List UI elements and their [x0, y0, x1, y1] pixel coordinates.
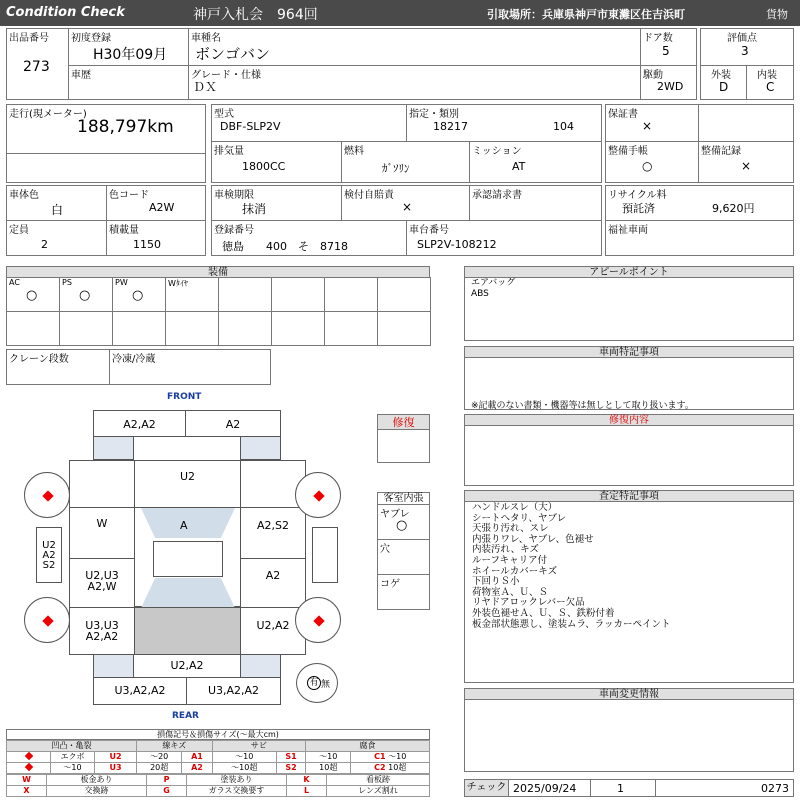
equipment-cell	[59, 277, 113, 312]
recycle-status: 預託済	[622, 202, 655, 215]
panel-hood: U2	[134, 460, 241, 508]
appeal-title: アピールポイント	[464, 266, 794, 278]
lot-value: 273	[23, 59, 50, 75]
equipment-mark: ○	[79, 288, 91, 303]
recycle-cell	[605, 185, 794, 221]
cabin-tear-cell	[377, 504, 430, 540]
load-label: 積載量	[109, 225, 139, 236]
check-label: チェック	[465, 780, 509, 796]
code: W	[7, 775, 47, 786]
cabin-title: 客室内張	[377, 492, 430, 505]
roof-value: A	[180, 519, 188, 532]
displacement-value: 1800CC	[242, 160, 286, 173]
maint-record-value: ×	[741, 159, 752, 173]
legend-table	[6, 740, 430, 774]
legend-cell: U3	[95, 763, 137, 774]
doors-cell	[640, 28, 697, 66]
category: 貨物	[766, 8, 788, 21]
designation-label: 指定・類別	[409, 109, 459, 120]
cabin-tear-label: ヤブレ	[380, 509, 410, 520]
note-line: ホイールカバーキズ	[472, 565, 558, 577]
approval-cell	[469, 185, 602, 221]
notes-lines	[472, 503, 671, 630]
equipment-label: Wﾀｲﾔ	[168, 279, 188, 288]
note-line: 内張りワレ、ヤブレ、色褪せ	[472, 533, 594, 545]
car-name-cell	[188, 28, 641, 66]
drive-cell	[640, 65, 697, 100]
panel-left-back: U3,U3 A2,A2	[69, 607, 135, 655]
legend-cell: A1	[182, 752, 212, 763]
displacement-cell	[211, 141, 342, 183]
cabin-burn-cell	[377, 574, 430, 610]
legend-cell	[351, 763, 430, 774]
recycle-amount: 9,620円	[712, 202, 755, 215]
header-bar	[0, 0, 800, 26]
legend-cell: エクボ	[51, 752, 95, 763]
legend-cat: サビ	[212, 741, 305, 752]
spare-tire	[296, 663, 338, 703]
legend-size: ～10	[388, 752, 407, 761]
code: L	[287, 786, 327, 797]
legend-cell	[351, 752, 430, 763]
legend-cat: 線キズ	[137, 741, 213, 752]
body-color-value: 白	[51, 203, 64, 217]
interior-label: 内装	[757, 70, 777, 81]
welfare-cell	[605, 220, 794, 256]
note-line: 天張り汚れ、スレ	[472, 523, 549, 535]
model-value: DBF-SLP2V	[220, 120, 281, 133]
designation-cell	[406, 104, 602, 142]
panel-rear-left: U3,A2,A2	[93, 677, 187, 705]
equipment-cell	[112, 311, 166, 346]
equipment-title: 装備	[6, 266, 430, 278]
panel-rear-center: U2,A2	[133, 654, 241, 678]
legend-row	[7, 763, 430, 774]
interior-cell	[746, 65, 794, 100]
appeal-lines	[471, 278, 515, 300]
load-value: 1150	[133, 238, 161, 251]
panel-front-right: A2	[185, 410, 281, 437]
code-desc: 塗装あり	[187, 775, 287, 786]
front-label: FRONT	[167, 392, 202, 402]
check-date: 2025/09/24	[513, 782, 577, 795]
legend-code: C2	[374, 763, 386, 772]
rear-window	[141, 578, 235, 608]
fuel-label: 燃料	[344, 146, 364, 157]
code: G	[147, 786, 187, 797]
grade-cell	[188, 65, 641, 100]
warranty-value: ×	[642, 119, 653, 133]
legend-cat: 凹凸・亀裂	[7, 741, 137, 752]
rear-label: REAR	[172, 711, 199, 721]
panel-rear-right: U3,A2,A2	[186, 677, 281, 705]
auction-title: 神戸入札会 964回	[193, 7, 318, 23]
warranty-blank	[698, 104, 794, 142]
note-line: 板金部状態悪し、塗装ムラ、ラッカーペイント	[472, 618, 671, 630]
change-info-title: 車両変更情報	[464, 688, 794, 700]
maint-book-value: ○	[642, 159, 653, 173]
mileage-value: 188,797km	[77, 117, 174, 137]
inspection-value: 抹消	[242, 202, 267, 216]
legend-cell: ～20	[137, 752, 182, 763]
code-desc: レンズ割れ	[327, 786, 430, 797]
repair-content-title: 修復内容	[464, 414, 794, 426]
exterior-cell	[700, 65, 747, 100]
crane-cell	[6, 349, 110, 385]
equipment-cell	[324, 311, 378, 346]
legend-title: 損傷記号＆損傷サイズ(～最大cm)	[6, 729, 430, 740]
windshield	[141, 508, 235, 538]
legend-size: 10超	[388, 763, 407, 772]
legend-mark	[7, 752, 51, 763]
note-line: ハンドルスレ（大）	[472, 502, 558, 513]
panel-roof-left: W	[69, 507, 135, 559]
note-line: 下回りＳ小	[472, 576, 520, 588]
legend-cell: A2	[182, 763, 212, 774]
code-desc: 看板跡	[327, 775, 430, 786]
panel-left-rear: U2,U3 A2,W	[69, 558, 135, 608]
legend-cell: U2	[95, 752, 137, 763]
legend-code: C1	[374, 752, 386, 761]
wheel-front-right	[295, 472, 341, 518]
legend-cell: S2	[276, 763, 305, 774]
equipment-cell	[165, 277, 219, 312]
inspection-label: 車検期限	[214, 190, 254, 201]
equipment-cell	[59, 311, 113, 346]
panel-roof	[134, 507, 241, 607]
fender-rl	[93, 654, 134, 678]
equipment-label: PW	[115, 278, 128, 287]
interior-value: C	[766, 80, 775, 94]
maint-book-cell	[605, 141, 699, 183]
equipment-cell	[165, 311, 219, 346]
check-divider	[590, 780, 591, 796]
fender-fl	[93, 436, 134, 460]
wheel-rear-left	[24, 597, 70, 643]
first-reg-cell	[68, 28, 189, 66]
note-line: 内装汚れ、キズ	[472, 544, 539, 556]
chassis-label: 車台番号	[409, 225, 449, 236]
capacity-cell	[6, 220, 107, 256]
maint-book-label: 整備手帳	[608, 146, 648, 157]
capacity-value: 2	[41, 238, 48, 251]
history-label: 車歴	[71, 70, 91, 81]
code: K	[287, 775, 327, 786]
equipment-cell	[324, 277, 378, 312]
equipment-cell	[218, 277, 272, 312]
model-label: 型式	[214, 109, 234, 120]
logo: Condition Check	[6, 5, 125, 20]
panel-right-back: U2,A2	[240, 607, 306, 655]
wheel-front-left	[24, 472, 70, 518]
color-code-label: 色コード	[109, 190, 149, 201]
fender-rr	[240, 654, 281, 678]
registration-value: 徳島 400 そ 8718	[222, 240, 348, 253]
note-line: ルーフキャリア付	[472, 554, 548, 566]
cabin-tear-mark: ○	[396, 518, 408, 533]
panel-right-mid: A2	[240, 558, 306, 608]
equipment-cell	[377, 277, 431, 312]
history-cell	[68, 65, 189, 100]
change-info-box	[464, 699, 794, 772]
body-color-cell	[6, 185, 107, 221]
legend-cat: 腐食	[306, 741, 430, 752]
legend-cell: ～10	[306, 752, 351, 763]
exterior-label: 外装	[711, 70, 731, 81]
designation-class: 104	[553, 120, 574, 133]
first-reg-value: H30年09月	[93, 47, 168, 63]
exterior-value: D	[719, 80, 729, 94]
panel-cargo-floor	[134, 607, 241, 655]
lot-cell	[6, 28, 69, 100]
legend-code-row	[7, 775, 430, 786]
equipment-grid	[6, 277, 430, 345]
legend-code-row	[7, 786, 430, 797]
doors-label: ドア数	[643, 33, 673, 44]
appeal-line: エアバッグ	[471, 278, 516, 288]
code-desc: 交換跡	[47, 786, 147, 797]
registration-label: 登録番号	[214, 225, 254, 236]
chassis-value: SLP2V-108212	[417, 238, 497, 251]
equipment-cell	[218, 311, 272, 346]
registration-cell	[211, 220, 407, 256]
spare-no: 無	[321, 680, 331, 690]
mission-label: ミッション	[472, 146, 522, 157]
liability-value: ×	[402, 200, 413, 214]
check-row	[464, 779, 794, 797]
doors-value: 5	[662, 44, 670, 58]
legend-cell: 10超	[306, 763, 351, 774]
check-lot: 0273	[761, 782, 789, 795]
liability-cell	[341, 185, 470, 221]
freezer-label: 冷凍/冷蔵	[112, 354, 156, 365]
fuel-cell	[341, 141, 470, 183]
model-cell	[211, 104, 407, 142]
approval-label: 承認請求書	[472, 190, 522, 201]
legend-row	[7, 752, 430, 763]
panel-side-right	[312, 527, 338, 583]
inspection-notes-box	[464, 501, 794, 683]
appeal-line: ABS	[471, 289, 489, 299]
fuel-value: ｶﾞｿﾘﾝ	[382, 162, 410, 175]
warranty-cell	[605, 104, 699, 142]
repair-content-box	[464, 425, 794, 486]
door-fl	[69, 460, 135, 508]
equipment-cell	[271, 277, 325, 312]
color-code-cell	[106, 185, 206, 221]
mileage-label: 走行(現メーター)	[9, 109, 87, 120]
maint-record-label: 整備記録	[701, 146, 741, 157]
inspection-cell	[211, 185, 342, 221]
repair-title: 修復	[377, 414, 430, 430]
special-box	[464, 357, 794, 410]
special-title: 車両特記事項	[464, 346, 794, 358]
score-value: 3	[741, 44, 749, 58]
equipment-mark: ○	[132, 288, 144, 303]
legend-cell: ～10	[212, 752, 276, 763]
legend-cell: ～10超	[212, 763, 276, 774]
check-divider2	[655, 780, 656, 796]
panel-front-left: A2,A2	[93, 410, 186, 437]
legend-cell: 20超	[137, 763, 182, 774]
score-label: 評価点	[727, 33, 757, 44]
cabin-burn-label: コゲ	[380, 579, 400, 590]
legend-cell: ～10	[51, 763, 95, 774]
equipment-cell	[6, 311, 60, 346]
wheel-rear-right	[295, 597, 341, 643]
cabin-hole-label: 穴	[380, 544, 390, 555]
score-cell	[700, 28, 794, 66]
lot-label: 出品番号	[9, 33, 49, 44]
equipment-cell	[112, 277, 166, 312]
note-line: 荷物室Ａ、Ｕ、Ｓ	[472, 586, 549, 598]
note-line: リヤドアロックレバー欠品	[472, 597, 585, 609]
grade-value: ＤＸ	[193, 80, 218, 94]
freezer-cell	[109, 349, 271, 385]
legend-cats	[7, 741, 430, 752]
designation-type: 18217	[433, 120, 468, 133]
grade-label: グレード・仕様	[191, 70, 261, 81]
liability-label: 検付自賠責	[344, 190, 394, 201]
legend-codes	[6, 774, 430, 797]
appeal-box	[464, 277, 794, 341]
code-desc: 板金あり	[47, 775, 147, 786]
crane-label: クレーン段数	[9, 354, 69, 365]
equipment-cell	[271, 311, 325, 346]
capacity-label: 定員	[9, 225, 29, 236]
equipment-label: PS	[62, 278, 72, 287]
mileage-cell	[6, 104, 206, 154]
recycle-label: リサイクル料	[608, 190, 667, 201]
panel-side-left: U2 A2 S2	[36, 527, 62, 583]
maint-record-cell	[698, 141, 794, 183]
equipment-cell	[6, 277, 60, 312]
equipment-cell	[377, 311, 431, 346]
roof-inner	[153, 541, 223, 577]
car-name-label: 車種名	[191, 33, 221, 44]
warranty-label: 保証書	[608, 109, 638, 120]
mileage-sub-cell	[6, 153, 206, 183]
special-note: ※記載のない書類・機器等は無しとして取り扱います。	[471, 401, 694, 411]
fender-fr	[240, 436, 281, 460]
spare-yes: 有	[307, 676, 321, 690]
repair-box	[377, 429, 430, 463]
inspection-notes-title: 査定特記事項	[464, 490, 794, 502]
panel-right-front: A2,S2	[240, 507, 306, 559]
note-line: 外装色褪せＡ、Ｕ、Ｓ、鉄粉付着	[472, 607, 615, 619]
mission-cell	[469, 141, 602, 183]
load-cell	[106, 220, 206, 256]
pickup-location: 引取場所：兵庫県神戸市東灘区住吉浜町	[487, 8, 685, 21]
drive-value: 2WD	[657, 80, 684, 93]
first-reg-label: 初度登録	[71, 33, 111, 44]
color-code-value: A2W	[149, 201, 175, 214]
mission-value: AT	[512, 160, 526, 173]
equipment-mark: ○	[26, 288, 38, 303]
cabin-hole-cell	[377, 539, 430, 575]
drive-label: 駆動	[643, 70, 663, 81]
car-name-value: ボンゴバン	[195, 45, 271, 63]
code: P	[147, 775, 187, 786]
chassis-cell	[406, 220, 602, 256]
code-desc: ガラス交換要す	[187, 786, 287, 797]
body-color-label: 車体色	[9, 190, 39, 201]
displacement-label: 排気量	[214, 146, 244, 157]
check-num: 1	[617, 782, 624, 795]
legend-cell: S1	[276, 752, 305, 763]
welfare-label: 福祉車両	[608, 225, 648, 236]
code: X	[7, 786, 47, 797]
equipment-label: AC	[9, 278, 20, 287]
note-line: シートヘタリ、ヤブレ	[472, 512, 567, 524]
legend-mark	[7, 763, 51, 774]
